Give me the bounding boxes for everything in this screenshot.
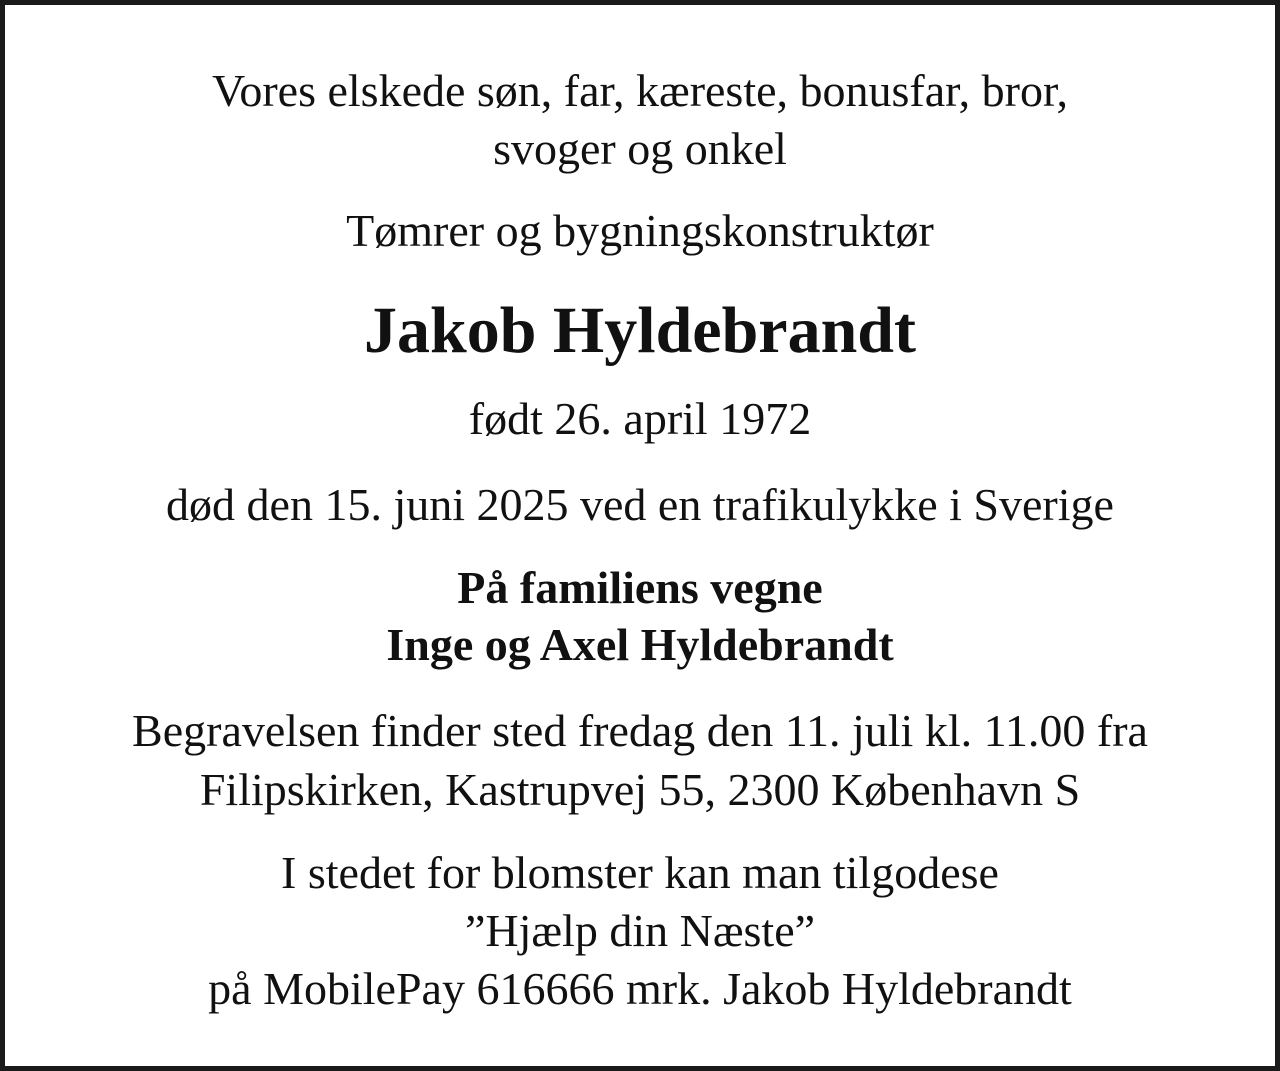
- birth-date: født 26. april 1972: [468, 393, 812, 444]
- family-line-2: Inge og Axel Hyldebrandt: [386, 619, 894, 670]
- donation-line-3: på MobilePay 616666 mrk. Jakob Hyldebrandt: [208, 963, 1072, 1014]
- donation-line-1: I stedet for blomster kan man tilgodese: [281, 847, 999, 898]
- death-date: død den 15. juni 2025 ved en trafikulykke i Sverige: [166, 479, 1114, 530]
- funeral-line-2: Filipskirken, Kastrupvej 55, 2300 København S: [199, 764, 1081, 815]
- profession: Tømrer og bygningskonstruktør: [346, 205, 934, 256]
- funeral-line-1: Begravelsen finder sted fredag den 11. juli kl. 11.00 fra: [132, 705, 1148, 756]
- donation-line-2: ”Hjælp din Næste”: [464, 905, 816, 956]
- deceased-name: Jakob Hyldebrandt: [364, 294, 916, 367]
- intro-line-1: Vores elskede søn, far, kæreste, bonusfar, bror,: [212, 65, 1068, 116]
- intro-line-2: svoger og onkel: [493, 123, 787, 174]
- family-line-1: På familiens vegne: [457, 562, 823, 613]
